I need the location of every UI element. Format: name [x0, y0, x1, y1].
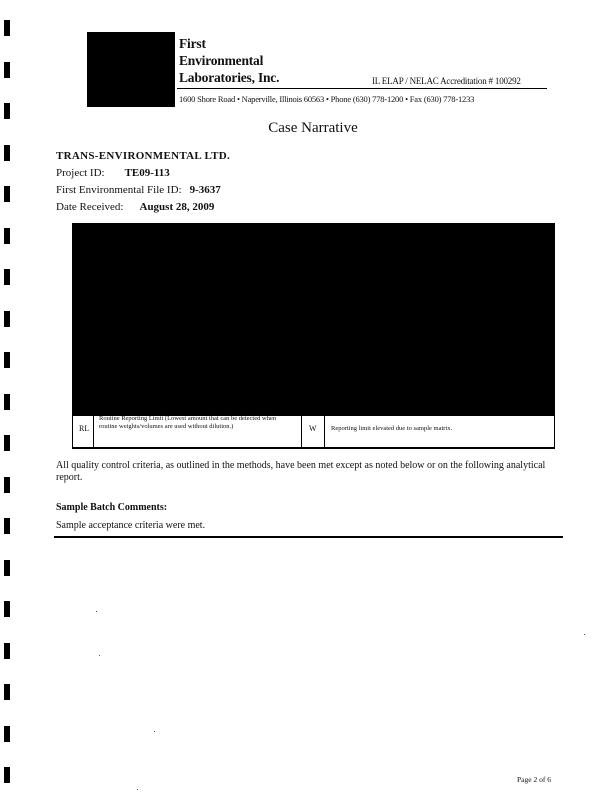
- company-name-line: Environmental: [179, 53, 264, 68]
- scan-speck: [96, 611, 97, 612]
- file-id-value: 9-3637: [189, 184, 221, 196]
- qc-statement: All quality control criteria, as outlined in the methods, have been met except as noted below or on the following analytical report.: [56, 460, 546, 483]
- file-id-label: First Environmental File ID:: [56, 184, 182, 196]
- project-id-value: TE09-113: [124, 167, 170, 179]
- scan-speck: [154, 731, 155, 732]
- qualifier-legend-table: [72, 413, 555, 449]
- punch-mark: [4, 560, 10, 576]
- punch-mark: [4, 352, 10, 368]
- client-name: TRANS-ENVIRONMENTAL LTD.: [56, 150, 231, 162]
- punch-mark: [4, 394, 10, 410]
- page-number: Page 2 of 6: [517, 775, 551, 784]
- qualifier-code: RL: [79, 424, 90, 433]
- company-address: 1600 Shore Road • Naperville, Illinois 60563 • Phone (630) 778-1200 • Fax (630) 778-1233: [179, 94, 475, 104]
- table-divider: [93, 413, 94, 447]
- company-name-line: Laboratories, Inc.: [179, 70, 280, 85]
- qualifier-description: Routine Reporting Limit (Lowest amount that can be detected when routine weights/volumes are used without dilution.): [99, 415, 277, 430]
- page-title: Case Narrative: [268, 120, 358, 136]
- punch-mark: [4, 228, 10, 244]
- scan-speck: [137, 789, 138, 790]
- punch-mark: [4, 145, 10, 161]
- qualifier-flag: W: [309, 424, 317, 433]
- header-divider: [177, 88, 547, 89]
- company-logo: [87, 32, 175, 107]
- punch-mark: [4, 601, 10, 617]
- scan-speck: [584, 634, 585, 635]
- date-received-label: Date Received:: [56, 201, 124, 213]
- table-divider: [301, 413, 302, 447]
- punch-mark: [4, 477, 10, 493]
- punch-mark: [4, 435, 10, 451]
- file-id-line: [56, 184, 221, 196]
- batch-comments-text: Sample acceptance criteria were met.: [56, 520, 206, 531]
- redacted-block: [72, 223, 555, 416]
- date-received-value: August 28, 2009: [139, 201, 215, 213]
- punch-mark: [4, 186, 10, 202]
- punch-mark: [4, 518, 10, 534]
- accreditation-number: IL ELAP / NELAC Accreditation # 100292: [372, 76, 521, 86]
- project-id-label: Project ID:: [56, 167, 105, 179]
- punch-mark: [4, 643, 10, 659]
- project-id-line: [56, 167, 170, 179]
- punch-mark: [4, 767, 10, 783]
- scan-speck: [99, 655, 100, 656]
- punch-mark: [4, 103, 10, 119]
- punch-mark: [4, 311, 10, 327]
- qualifier-flag-description: Reporting limit elevated due to sample matrix.: [331, 425, 453, 432]
- punch-mark: [4, 726, 10, 742]
- section-divider: [54, 536, 563, 538]
- date-received-line: [56, 201, 214, 213]
- batch-comments-heading: Sample Batch Comments:: [56, 502, 168, 513]
- punch-mark: [4, 269, 10, 285]
- punch-mark: [4, 20, 10, 36]
- table-divider: [324, 413, 325, 447]
- punch-mark: [4, 684, 10, 700]
- company-name: [179, 35, 279, 86]
- company-name-line: First: [179, 36, 206, 51]
- punch-mark: [4, 62, 10, 78]
